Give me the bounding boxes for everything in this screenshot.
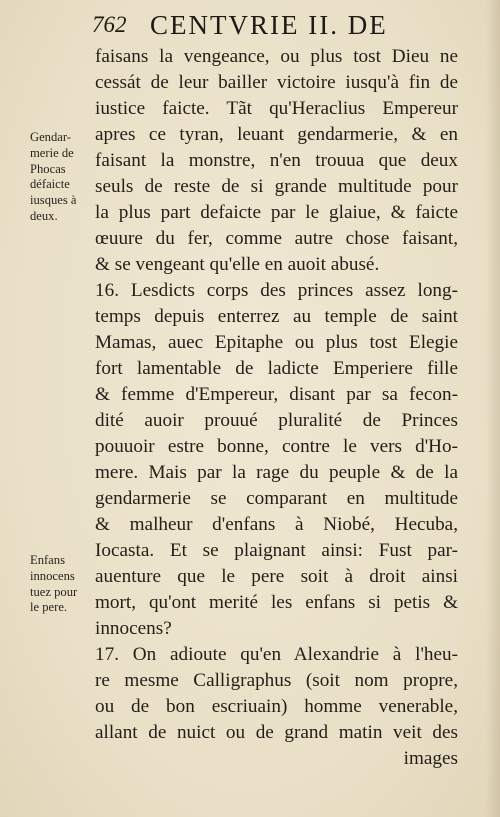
text-line: cessát de leur bailler victoire iusqu'à fin de <box>95 72 458 93</box>
running-title: CENTVRIE II. DE <box>150 10 388 40</box>
margin-note-line: Gendar- <box>30 130 72 144</box>
text-line: re mesme Calligraphus (soit nom propre, <box>95 670 458 691</box>
text-line: iustice faicte. Tãt qu'Heraclius Empereur <box>95 98 458 119</box>
text-line: fort lamentable de ladicte Emperiere fille <box>95 358 458 379</box>
text-line: apres ce tyran, leuant gendarmerie, & en <box>95 124 458 145</box>
text-line: 16. Lesdicts corps des princes assez long- <box>95 280 458 301</box>
text-line: dité auoir prouué pluralité de Princes <box>95 410 458 431</box>
text-line: la plus part defaicte par le glaiue, & faicte <box>95 202 458 223</box>
text-line: seuls de reste de si grande multitude pour <box>95 176 458 197</box>
text-line: & se vengeant qu'elle en auoit abusé. <box>95 254 380 275</box>
text-line: faisans la vengeance, ou plus tost Dieu ne <box>95 46 458 67</box>
catchword: images <box>403 748 458 769</box>
text-line: temps depuis enterrez au temple de saint <box>95 306 458 327</box>
text-line: mere. Mais par la rage du peuple & de la <box>95 462 458 483</box>
text-line: œuure du fer, comme autre chose faisant, <box>95 228 458 249</box>
text-line: & malheur d'enfans à Niobé, Hecuba, <box>95 514 458 535</box>
text-line: Mamas, auec Epitaphe ou plus tost Elegie <box>95 332 458 353</box>
text-line: allant de nuict ou de grand matin veit des <box>95 722 458 743</box>
text-line: ou de bon escriuain) homme venerable, <box>95 696 458 717</box>
text-line: auenture que le pere soit à droit ainsi <box>95 566 458 587</box>
text-line: mort, qu'ont merité les enfans si petis & <box>95 592 458 613</box>
margin-note-line: défaicte <box>30 177 70 192</box>
text-line: 17. On adioute qu'en Alexandrie à l'heu- <box>95 644 458 665</box>
margin-note-line: Enfans <box>30 553 65 567</box>
text-line: Iocasta. Et se plaignant ainsi: Fust par- <box>95 540 458 561</box>
margin-note-line: tuez pour <box>30 584 78 599</box>
text-line: pouuoir estre bonne, contre le vers d'Ho- <box>95 436 458 457</box>
text-line: faisant la monstre, n'en trouua que deux <box>95 150 458 171</box>
text-line: innocens? <box>95 618 172 639</box>
margin-note-line: le pere. <box>30 600 68 615</box>
page-number: 762 <box>92 12 127 37</box>
margin-note-line: iusques à <box>30 193 77 208</box>
margin-note-line: deux. <box>30 208 58 223</box>
page-edge-shadow <box>486 0 500 817</box>
margin-note-line: innocens <box>30 568 75 583</box>
margin-note-line: Phocas <box>30 161 66 176</box>
text-line: & femme d'Empereur, disant par sa fecon- <box>95 384 458 405</box>
margin-note-line: merie de <box>30 145 74 160</box>
text-line: gendarmerie se comparant en multitude <box>95 488 458 509</box>
